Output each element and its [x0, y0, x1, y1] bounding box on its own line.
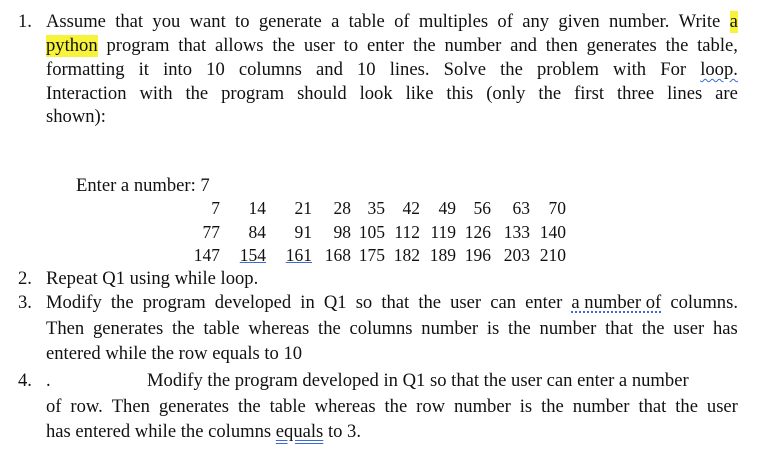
- q4-line-3: [46, 421, 361, 443]
- word: Q1: [323, 292, 347, 313]
- word: Write: [678, 11, 721, 32]
- word: of: [394, 11, 410, 32]
- word: the: [541, 396, 564, 417]
- table-cell: 182: [393, 245, 420, 265]
- word: (only: [486, 83, 526, 104]
- word: that: [381, 292, 410, 313]
- word: a number of: [571, 292, 662, 313]
- table-cell: 147: [193, 245, 220, 265]
- q4-number: 4.: [18, 370, 32, 391]
- q1-line-1: [46, 11, 738, 33]
- word: program: [142, 292, 206, 313]
- word: is: [486, 318, 500, 339]
- word: the: [384, 396, 408, 417]
- word: is: [519, 396, 533, 417]
- word: problem: [536, 59, 599, 80]
- word: table: [203, 318, 240, 339]
- word: look: [359, 83, 393, 104]
- table-cell: 77: [202, 222, 220, 242]
- word: like: [405, 83, 434, 104]
- q3-line-2: [46, 318, 738, 340]
- word: a: [331, 11, 340, 32]
- table-cell: 210: [539, 245, 566, 265]
- word: lines.: [389, 59, 430, 80]
- word: columns: [349, 318, 413, 339]
- q3-line-1: [46, 292, 738, 314]
- word: whereas: [314, 396, 376, 417]
- word: number: [444, 35, 502, 56]
- word: in: [300, 292, 315, 313]
- word: the: [185, 83, 209, 104]
- word: so: [355, 292, 373, 313]
- word: the: [538, 83, 562, 104]
- table-cell: 168: [324, 245, 351, 265]
- word: generates: [92, 318, 164, 339]
- word: number.: [608, 11, 670, 32]
- q1-line-4: [46, 83, 738, 105]
- table-cell: 126: [464, 222, 491, 242]
- word: the: [412, 35, 436, 56]
- table-cell: 56: [473, 198, 491, 218]
- word: Modify: [46, 292, 102, 313]
- word: enter: [525, 292, 563, 313]
- word: multiples: [418, 11, 489, 32]
- table-cell: 133: [503, 222, 530, 242]
- word: Interaction: [46, 83, 127, 104]
- word: with: [139, 83, 173, 104]
- word: generates: [158, 396, 230, 417]
- word: to: [343, 35, 359, 56]
- word: 10: [206, 59, 225, 80]
- word: that: [178, 35, 207, 56]
- q4-equals-word: equals: [275, 421, 324, 442]
- word: developed: [214, 292, 292, 313]
- word: user: [673, 318, 705, 339]
- q1-line-5: shown):: [46, 106, 106, 127]
- word: columns.: [670, 292, 738, 313]
- word: program: [106, 35, 170, 56]
- q2-number: 2.: [18, 268, 32, 289]
- table-cell: 196: [464, 245, 491, 265]
- table-cell: 91: [294, 222, 312, 242]
- q3-number: 3.: [18, 292, 32, 313]
- word: program: [221, 83, 285, 104]
- word: the: [318, 318, 341, 339]
- word: you: [152, 11, 181, 32]
- table-cell: 14: [248, 198, 266, 218]
- word: Then: [46, 318, 85, 339]
- table-cell: 42: [402, 198, 420, 218]
- word: with: [613, 59, 647, 80]
- word: Assume: [46, 11, 106, 32]
- word: lines: [667, 83, 703, 104]
- table-cell: 84: [248, 222, 266, 242]
- word: enter: [366, 35, 405, 56]
- word: should: [297, 83, 347, 104]
- word: allows: [214, 35, 264, 56]
- word: table: [348, 11, 385, 32]
- table-cell: 98: [333, 222, 351, 242]
- table-cell: 49: [438, 198, 456, 218]
- word: of: [497, 11, 513, 32]
- q4-line-2: [46, 396, 738, 418]
- word: and: [510, 35, 537, 56]
- word: of: [46, 396, 62, 417]
- word: that: [638, 396, 667, 417]
- table-cell: 7: [211, 198, 220, 218]
- word: the: [665, 35, 689, 56]
- word: and: [316, 59, 343, 80]
- table-cell: 105: [358, 222, 385, 242]
- word: the: [272, 35, 296, 56]
- table-cell: 119: [430, 222, 456, 242]
- q4-line-1: Modify the program developed in Q1 so that the user can enter a number: [147, 370, 689, 391]
- table-cell: 112: [394, 222, 420, 242]
- table-cell: 140: [539, 222, 566, 242]
- word: user: [450, 292, 482, 313]
- word: the: [508, 318, 531, 339]
- table-cell: 203: [503, 245, 530, 265]
- word: formatting: [46, 59, 125, 80]
- word: want: [189, 11, 226, 32]
- word: row.: [70, 396, 103, 417]
- word: Solve: [443, 59, 486, 80]
- word: loop.: [700, 59, 738, 80]
- word: 10: [357, 59, 376, 80]
- word: that: [115, 11, 144, 32]
- word: number: [572, 396, 630, 417]
- word: the: [500, 59, 523, 80]
- q3-line-3: entered while the row equals to 10: [46, 343, 303, 364]
- example-prompt: Enter a number: 7: [76, 175, 210, 196]
- q4-line-3-start: has entered while the columns: [46, 421, 276, 442]
- word: that: [605, 318, 633, 339]
- word: then: [545, 35, 578, 56]
- word: number: [454, 396, 511, 417]
- word: into: [163, 59, 193, 80]
- word: are: [715, 83, 738, 104]
- word: the: [418, 292, 442, 313]
- word: Then: [111, 396, 150, 417]
- word: user: [303, 35, 335, 56]
- q1-number: 1.: [18, 11, 32, 32]
- word: generates: [586, 35, 657, 56]
- word: For: [660, 59, 687, 80]
- word: number: [421, 318, 479, 339]
- word: the: [237, 396, 261, 417]
- word: generate: [258, 11, 322, 32]
- q4-line-3-end: to 3.: [323, 421, 362, 442]
- word: row: [416, 396, 446, 417]
- word: three: [616, 83, 655, 104]
- q1-line-3: [46, 59, 738, 81]
- word: first: [574, 83, 605, 104]
- word: any: [522, 11, 550, 32]
- table-cell: 35: [367, 198, 385, 218]
- word: the: [641, 318, 665, 339]
- word: number: [539, 318, 597, 339]
- table-cell: 154: [239, 245, 266, 265]
- word: to: [235, 11, 250, 32]
- word: the: [110, 292, 134, 313]
- word: python: [46, 35, 98, 56]
- word: columns: [238, 59, 302, 80]
- word: table,: [697, 35, 738, 56]
- word: user: [706, 396, 738, 417]
- table-cell: 161: [285, 245, 312, 265]
- q1-line-2: [46, 35, 738, 57]
- table-cell: 28: [333, 198, 351, 218]
- table-cell: 189: [429, 245, 456, 265]
- word: can: [490, 292, 517, 313]
- table-cell: 70: [548, 198, 566, 218]
- table-cell: 21: [294, 198, 312, 218]
- word: given: [558, 11, 600, 32]
- q4-dot: .: [46, 370, 51, 391]
- table-cell: 63: [512, 198, 530, 218]
- q2-text: Repeat Q1 using while loop.: [46, 268, 259, 289]
- word: it: [138, 59, 149, 80]
- word: the: [171, 318, 195, 339]
- word: this: [446, 83, 474, 104]
- word: has: [713, 318, 738, 339]
- word: whereas: [248, 318, 310, 339]
- word: table: [269, 396, 306, 417]
- word: the: [675, 396, 698, 417]
- word: a: [729, 11, 738, 32]
- table-cell: 175: [358, 245, 385, 265]
